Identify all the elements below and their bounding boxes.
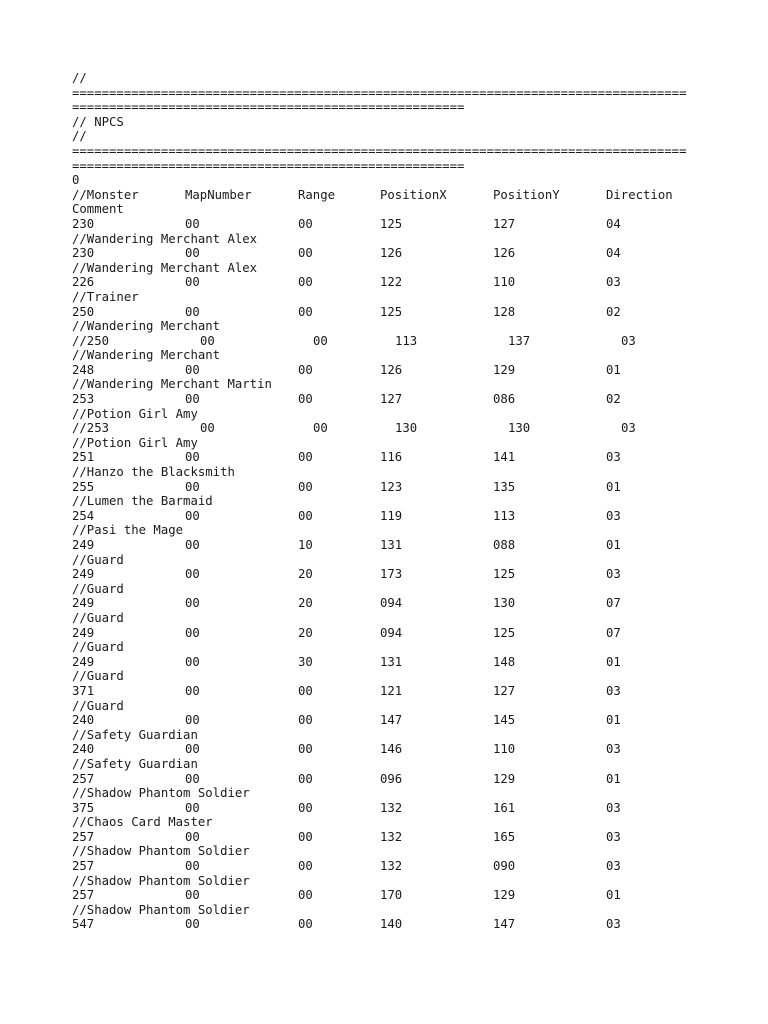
positionx-cell: 126 <box>380 246 403 261</box>
mapnumber-cell: 00 <box>185 567 200 582</box>
comment-line: // <box>72 71 87 85</box>
row-comment: //Wandering Merchant Alex <box>72 231 258 246</box>
direction-cell: 03 <box>606 275 621 290</box>
table-row <box>72 655 712 670</box>
separator-rule: =================================================================================== <box>72 143 687 158</box>
monster-cell: 240 <box>72 713 95 728</box>
direction-cell: 07 <box>606 596 621 611</box>
row-comment: //Guard <box>72 698 124 713</box>
mapnumber-cell: 00 <box>185 450 200 465</box>
monster-cell: //253 <box>72 421 110 436</box>
positionx-cell: 131 <box>380 654 403 669</box>
mapnumber-cell: 00 <box>200 421 215 436</box>
table-row <box>72 772 712 787</box>
monster-cell: 250 <box>72 304 95 319</box>
column-header-direction: Direction <box>606 187 673 202</box>
direction-cell: 03 <box>621 421 636 436</box>
monster-cell: 371 <box>72 683 95 698</box>
direction-cell: 01 <box>606 713 621 728</box>
positionx-cell: 125 <box>380 304 403 319</box>
column-header-mapnumber: MapNumber <box>185 187 252 202</box>
monster-cell: //250 <box>72 333 110 348</box>
table-row <box>72 450 712 465</box>
range-cell: 00 <box>298 683 313 698</box>
positiony-cell: 088 <box>493 538 516 552</box>
positionx-cell: 094 <box>380 625 403 640</box>
range-cell: 30 <box>298 654 313 669</box>
direction-cell: 03 <box>621 333 636 348</box>
range-cell: 00 <box>298 859 313 874</box>
direction-cell: 07 <box>606 625 621 640</box>
positiony-cell: 113 <box>493 508 516 523</box>
table-row <box>72 480 712 495</box>
positiony-cell: 086 <box>493 392 516 407</box>
range-cell: 20 <box>298 625 313 640</box>
npc-table <box>72 217 712 932</box>
range-cell: 00 <box>313 333 328 348</box>
range-cell: 00 <box>298 216 313 231</box>
row-comment: //Potion Girl Amy <box>72 406 198 421</box>
mapnumber-cell: 00 <box>185 654 200 669</box>
positionx-cell: 094 <box>380 596 403 611</box>
direction-cell: 03 <box>606 450 621 465</box>
range-cell: 00 <box>298 362 313 377</box>
row-comment: //Potion Girl Amy <box>72 435 198 450</box>
row-comment: //Shadow Phantom Soldier <box>72 902 250 917</box>
document-page <box>72 71 712 932</box>
table-row <box>72 626 712 641</box>
positiony-cell: 129 <box>493 771 516 786</box>
monster-cell: 257 <box>72 859 95 874</box>
range-cell: 20 <box>298 567 313 582</box>
mapnumber-cell: 00 <box>185 538 200 552</box>
positiony-cell: 090 <box>493 859 516 874</box>
mapnumber-cell: 00 <box>185 713 200 728</box>
column-header-row <box>72 188 712 203</box>
column-header-comment: Comment <box>72 202 124 217</box>
monster-cell: 375 <box>72 800 95 815</box>
mapnumber-cell: 00 <box>185 917 200 932</box>
table-row <box>72 830 712 845</box>
mapnumber-cell: 00 <box>185 304 200 319</box>
mapnumber-cell: 00 <box>185 362 200 377</box>
direction-cell: 01 <box>606 362 621 377</box>
monster-cell: 249 <box>72 654 95 669</box>
range-cell: 00 <box>298 304 313 319</box>
monster-cell: 230 <box>72 246 95 261</box>
positiony-cell: 161 <box>493 800 516 815</box>
positiony-cell: 130 <box>508 421 531 436</box>
comment-line: // <box>72 129 87 144</box>
positiony-cell: 135 <box>493 479 516 494</box>
table-row <box>72 246 712 261</box>
direction-cell: 04 <box>606 246 621 261</box>
row-comment: //Wandering Merchant Martin <box>72 377 272 392</box>
table-row <box>72 713 712 728</box>
monster-cell: 249 <box>72 538 95 552</box>
direction-cell: 01 <box>606 479 621 494</box>
monster-cell: 249 <box>72 567 95 582</box>
range-cell: 00 <box>298 275 313 290</box>
mapnumber-cell: 00 <box>185 625 200 640</box>
row-comment: //Safety Guardian <box>72 756 198 771</box>
range-cell: 00 <box>298 800 313 815</box>
row-comment: //Shadow Phantom Soldier <box>72 844 250 859</box>
row-comment: //Hanzo the Blacksmith <box>72 465 235 480</box>
positiony-cell: 127 <box>493 216 516 231</box>
direction-cell: 03 <box>606 917 621 932</box>
positiony-cell: 141 <box>493 450 516 465</box>
monster-cell: 254 <box>72 508 95 523</box>
direction-cell: 03 <box>606 800 621 815</box>
mapnumber-cell: 00 <box>185 800 200 815</box>
monster-cell: 230 <box>72 216 95 231</box>
separator-rule: =================================================================================== <box>72 85 687 100</box>
direction-cell: 04 <box>606 216 621 231</box>
positionx-cell: 121 <box>380 683 403 698</box>
mapnumber-cell: 00 <box>185 596 200 611</box>
range-cell: 00 <box>298 917 313 932</box>
mapnumber-cell: 00 <box>185 479 200 494</box>
positiony-cell: 130 <box>493 596 516 611</box>
range-cell: 00 <box>298 450 313 465</box>
mapnumber-cell: 00 <box>200 333 215 348</box>
positionx-cell: 113 <box>395 333 418 348</box>
positionx-cell: 122 <box>380 275 403 290</box>
positiony-cell: 148 <box>493 654 516 669</box>
table-row <box>72 538 712 553</box>
monster-cell: 240 <box>72 742 95 757</box>
table-row <box>72 917 712 932</box>
monster-cell: 257 <box>72 829 95 844</box>
mapnumber-cell: 00 <box>185 771 200 786</box>
range-cell: 00 <box>298 771 313 786</box>
positionx-cell: 126 <box>380 362 403 377</box>
monster-cell: 251 <box>72 450 95 465</box>
positiony-cell: 126 <box>493 246 516 261</box>
positionx-cell: 132 <box>380 859 403 874</box>
separator-rule: ===================================================== <box>72 158 465 173</box>
mapnumber-cell: 00 <box>185 246 200 261</box>
positionx-cell: 119 <box>380 508 403 523</box>
positionx-cell: 146 <box>380 742 403 757</box>
row-comment: //Wandering Merchant <box>72 348 221 363</box>
positiony-cell: 125 <box>493 567 516 582</box>
table-row <box>72 859 712 874</box>
positionx-cell: 096 <box>380 771 403 786</box>
positionx-cell: 173 <box>380 567 403 582</box>
positionx-cell: 123 <box>380 479 403 494</box>
mapnumber-cell: 00 <box>185 216 200 231</box>
range-cell: 00 <box>298 246 313 261</box>
direction-cell: 03 <box>606 742 621 757</box>
separator-rule: ===================================================== <box>72 100 465 115</box>
table-row <box>72 334 712 349</box>
mapnumber-cell: 00 <box>185 392 200 407</box>
monster-cell: 226 <box>72 275 95 290</box>
monster-cell: 255 <box>72 479 95 494</box>
range-cell: 00 <box>298 713 313 728</box>
monster-cell: 248 <box>72 362 95 377</box>
table-row <box>72 509 712 524</box>
positionx-cell: 132 <box>380 800 403 815</box>
table-row <box>72 275 712 290</box>
positiony-cell: 137 <box>508 333 531 348</box>
mapnumber-cell: 00 <box>185 888 200 903</box>
row-comment: //Safety Guardian <box>72 727 198 742</box>
positionx-cell: 132 <box>380 829 403 844</box>
table-row <box>72 567 712 582</box>
row-comment: //Shadow Phantom Soldier <box>72 873 250 888</box>
range-cell: 20 <box>298 596 313 611</box>
positionx-cell: 170 <box>380 888 403 903</box>
mapnumber-cell: 00 <box>185 508 200 523</box>
column-header-positiony: PositionY <box>493 187 560 202</box>
table-row <box>72 421 712 436</box>
direction-cell: 03 <box>606 683 621 698</box>
range-cell: 10 <box>298 538 313 552</box>
positionx-cell: 130 <box>395 421 418 436</box>
row-comment: //Guard <box>72 669 124 684</box>
column-header-monster: //Monster <box>72 187 139 202</box>
range-cell: 00 <box>298 508 313 523</box>
positiony-cell: 128 <box>493 304 516 319</box>
positionx-cell: 116 <box>380 450 403 465</box>
table-row <box>72 596 712 611</box>
row-comment: //Chaos Card Master <box>72 815 213 830</box>
direction-cell: 01 <box>606 538 621 552</box>
row-comment: //Guard <box>72 610 124 625</box>
positiony-cell: 165 <box>493 829 516 844</box>
direction-cell: 03 <box>606 859 621 874</box>
section-title: // NPCS <box>72 114 124 129</box>
table-row <box>72 742 712 757</box>
row-comment: //Pasi the Mage <box>72 523 184 538</box>
mapnumber-cell: 00 <box>185 683 200 698</box>
monster-cell: 257 <box>72 888 95 903</box>
monster-cell: 249 <box>72 625 95 640</box>
monster-cell: 249 <box>72 596 95 611</box>
positionx-cell: 140 <box>380 917 403 932</box>
column-header-range: Range <box>298 187 336 202</box>
row-comment: //Wandering Merchant <box>72 319 221 334</box>
positiony-cell: 110 <box>493 742 516 757</box>
table-row <box>72 217 712 232</box>
positiony-cell: 125 <box>493 625 516 640</box>
direction-cell: 03 <box>606 508 621 523</box>
table-row <box>72 801 712 816</box>
row-comment: //Guard <box>72 552 124 567</box>
mapnumber-cell: 00 <box>185 742 200 757</box>
positiony-cell: 110 <box>493 275 516 290</box>
row-comment: //Lumen the Barmaid <box>72 494 213 509</box>
direction-cell: 01 <box>606 771 621 786</box>
column-header-positionx: PositionX <box>380 187 447 202</box>
table-row <box>72 305 712 320</box>
positionx-cell: 131 <box>380 538 403 552</box>
positiony-cell: 129 <box>493 362 516 377</box>
direction-cell: 03 <box>606 829 621 844</box>
table-row <box>72 363 712 378</box>
range-cell: 00 <box>298 829 313 844</box>
monster-cell: 547 <box>72 917 95 932</box>
monster-cell: 257 <box>72 771 95 786</box>
positionx-cell: 147 <box>380 713 403 728</box>
row-comment: //Guard <box>72 640 124 655</box>
positionx-cell: 127 <box>380 392 403 407</box>
row-comment: //Guard <box>72 581 124 596</box>
range-cell: 00 <box>298 742 313 757</box>
direction-cell: 01 <box>606 888 621 903</box>
positionx-cell: 125 <box>380 216 403 231</box>
row-comment: //Trainer <box>72 289 139 304</box>
direction-cell: 01 <box>606 654 621 669</box>
mapnumber-cell: 00 <box>185 859 200 874</box>
row-comment: //Wandering Merchant Alex <box>72 260 258 275</box>
section-index: 0 <box>72 173 80 188</box>
table-row <box>72 392 712 407</box>
row-comment: //Shadow Phantom Soldier <box>72 786 250 801</box>
table-row <box>72 888 712 903</box>
mapnumber-cell: 00 <box>185 829 200 844</box>
table-row <box>72 684 712 699</box>
range-cell: 00 <box>298 392 313 407</box>
positiony-cell: 145 <box>493 713 516 728</box>
range-cell: 00 <box>298 479 313 494</box>
positiony-cell: 129 <box>493 888 516 903</box>
monster-cell: 253 <box>72 392 95 407</box>
range-cell: 00 <box>313 421 328 436</box>
range-cell: 00 <box>298 888 313 903</box>
positiony-cell: 127 <box>493 683 516 698</box>
direction-cell: 03 <box>606 567 621 582</box>
direction-cell: 02 <box>606 392 621 407</box>
direction-cell: 02 <box>606 304 621 319</box>
positiony-cell: 147 <box>493 917 516 932</box>
mapnumber-cell: 00 <box>185 275 200 290</box>
